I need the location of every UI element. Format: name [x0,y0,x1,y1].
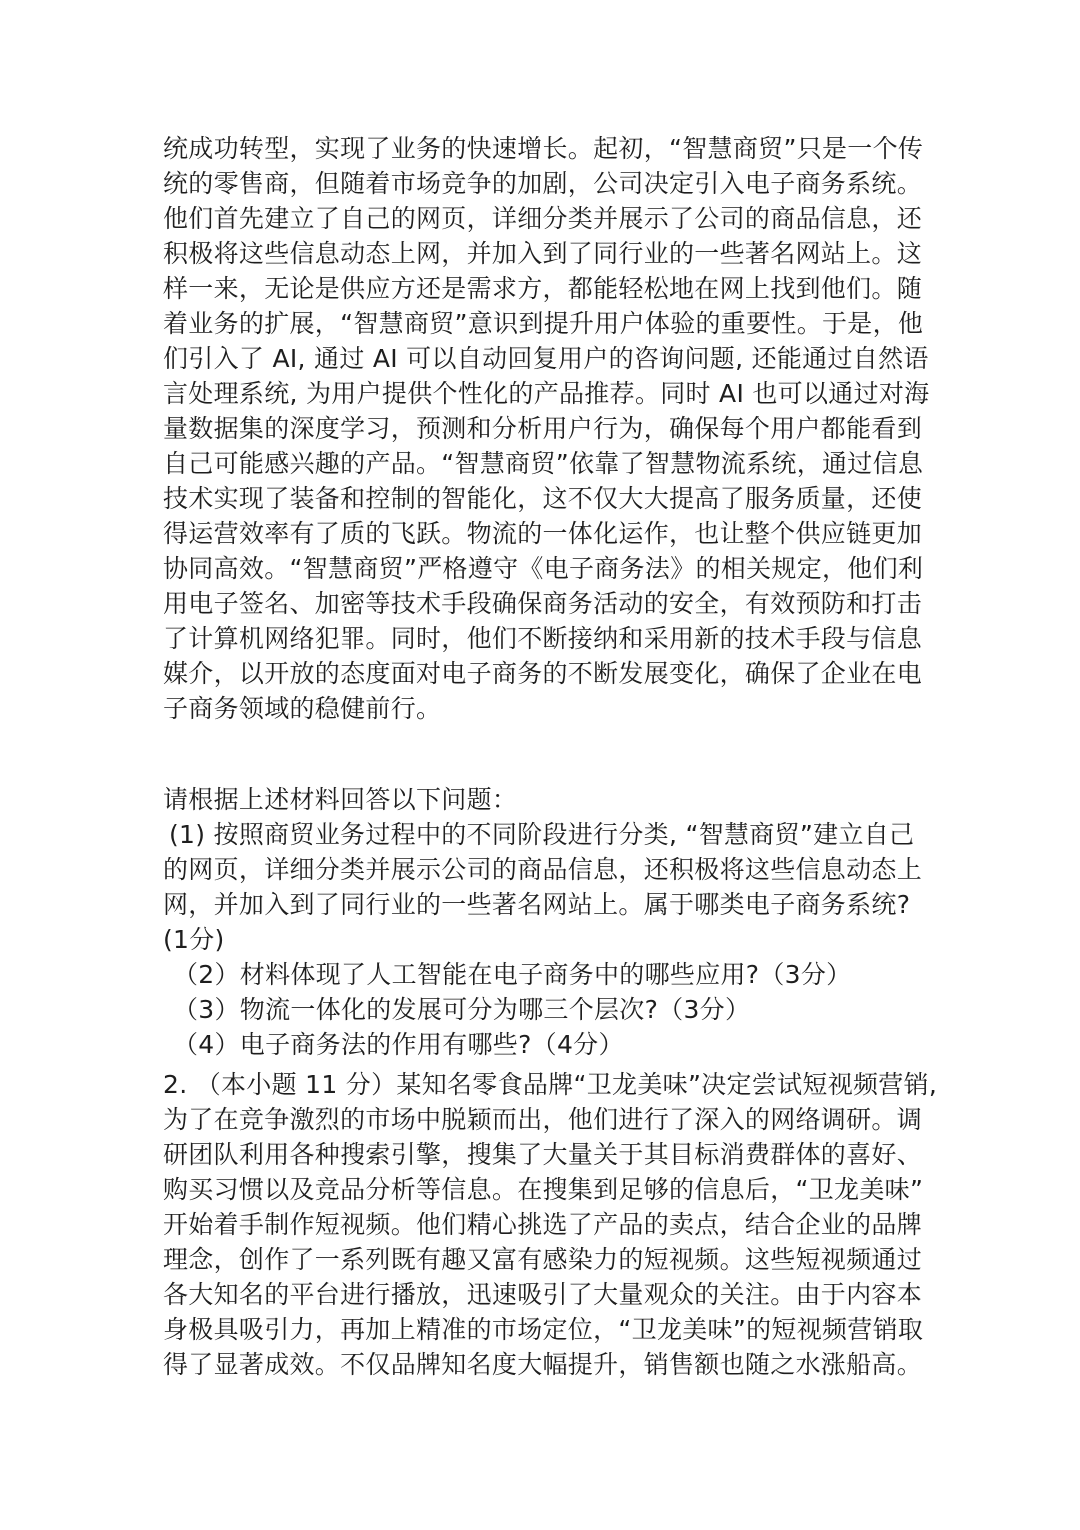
question-1-line: 网，并加入到了同行业的一些著名网站上。属于哪类电子商务系统? [163,890,911,919]
question-1-line: (1分) [163,925,225,954]
question2-line: 得了显著成效。不仅品牌知名度大幅提升，销售额也随之水涨船高。 [163,1350,923,1379]
question2-line: 各大知名的平台进行播放，迅速吸引了大量观众的关注。由于内容本 [163,1280,923,1309]
question2-line: 理念，创作了一系列既有趣又富有感染力的短视频。这些短视频通过 [163,1245,923,1274]
question2-line: 身极具吸引力，再加上精准的市场定位，“卫龙美味”的短视频营销取 [163,1315,924,1344]
passage-line: 样一来，无论是供应方还是需求方，都能轻松地在网上找到他们。随 [163,274,923,303]
case-question-2 [163,1067,943,1382]
questions-intro: 请根据上述材料回答以下问题： [163,785,518,814]
passage-line: 协同高效。“智慧商贸”严格遵守《电子商务法》的相关规定，他们利 [163,554,924,583]
passage-line: 用电子签名、加密等技术手段确保商务活动的安全，有效预防和打击 [163,589,923,618]
question2-line: 购买习惯以及竞品分析等信息。在搜集到足够的信息后，“卫龙美味” [163,1175,924,1204]
question-2: （2）材料体现了人工智能在电子商务中的哪些应用?（3分） [173,960,852,989]
passage-line: 们引入了 AI, 通过 AI 可以自动回复用户的咨询问题, 还能通过自然语 [163,344,929,373]
question-4: （4）电子商务法的作用有哪些?（4分） [173,1030,624,1059]
passage-line: 子商务领域的稳健前行。 [163,694,442,723]
question-list [163,782,943,1062]
passage-line: 技术实现了装备和控制的智能化，这不仅大大提高了服务质量，还使 [163,484,923,513]
passage-line: 了计算机网络犯罪。同时，他们不断接纳和采用新的技术手段与信息 [163,624,923,653]
question2-line: 为了在竞争激烈的市场中脱颖而出，他们进行了深入的网络调研。调 [163,1105,923,1134]
passage-line: 积极将这些信息动态上网，并加入到了同行业的一些著名网站上。这 [163,239,923,268]
question-1-line: 的网页，详细分类并展示公司的商品信息，还积极将这些信息动态上 [163,855,923,884]
passage-line: 言处理系统, 为用户提供个性化的产品推荐。同时 AI 也可以通过对海 [163,379,930,408]
passage-line: 他们首先建立了自己的网页，详细分类并展示了公司的商品信息，还 [163,204,923,233]
passage-line: 媒介，以开放的态度面对电子商务的不断发展变化，确保了企业在电 [163,659,923,688]
case-passage [163,131,943,726]
question2-line: 2. （本小题 11 分）某知名零食品牌“卫龙美味”决定尝试短视频营销, [163,1070,938,1099]
passage-line: 统成功转型，实现了业务的快速增长。起初，“智慧商贸”只是一个传 [163,134,924,163]
question2-line: 研团队利用各种搜索引擎，搜集了大量关于其目标消费群体的喜好、 [163,1140,923,1169]
passage-line: 自己可能感兴趣的产品。“智慧商贸”依靠了智慧物流系统，通过信息 [163,449,924,478]
passage-line: 着业务的扩展，“智慧商贸”意识到提升用户体验的重要性。于是，他 [163,309,924,338]
question-3: （3）物流一体化的发展可分为哪三个层次?（3分） [173,995,751,1024]
question2-line: 开始着手制作短视频。他们精心挑选了产品的卖点，结合企业的品牌 [163,1210,923,1239]
passage-line: 得运营效率有了质的飞跃。物流的一体化运作，也让整个供应链更加 [163,519,923,548]
passage-line: 量数据集的深度学习，预测和分析用户行为，确保每个用户都能看到 [163,414,923,443]
question-1-line: (1) 按照商贸业务过程中的不同阶段进行分类, “智慧商贸”建立自己 [169,820,915,849]
passage-line: 统的零售商，但随着市场竞争的加剧，公司决定引入电子商务系统。 [163,169,923,198]
